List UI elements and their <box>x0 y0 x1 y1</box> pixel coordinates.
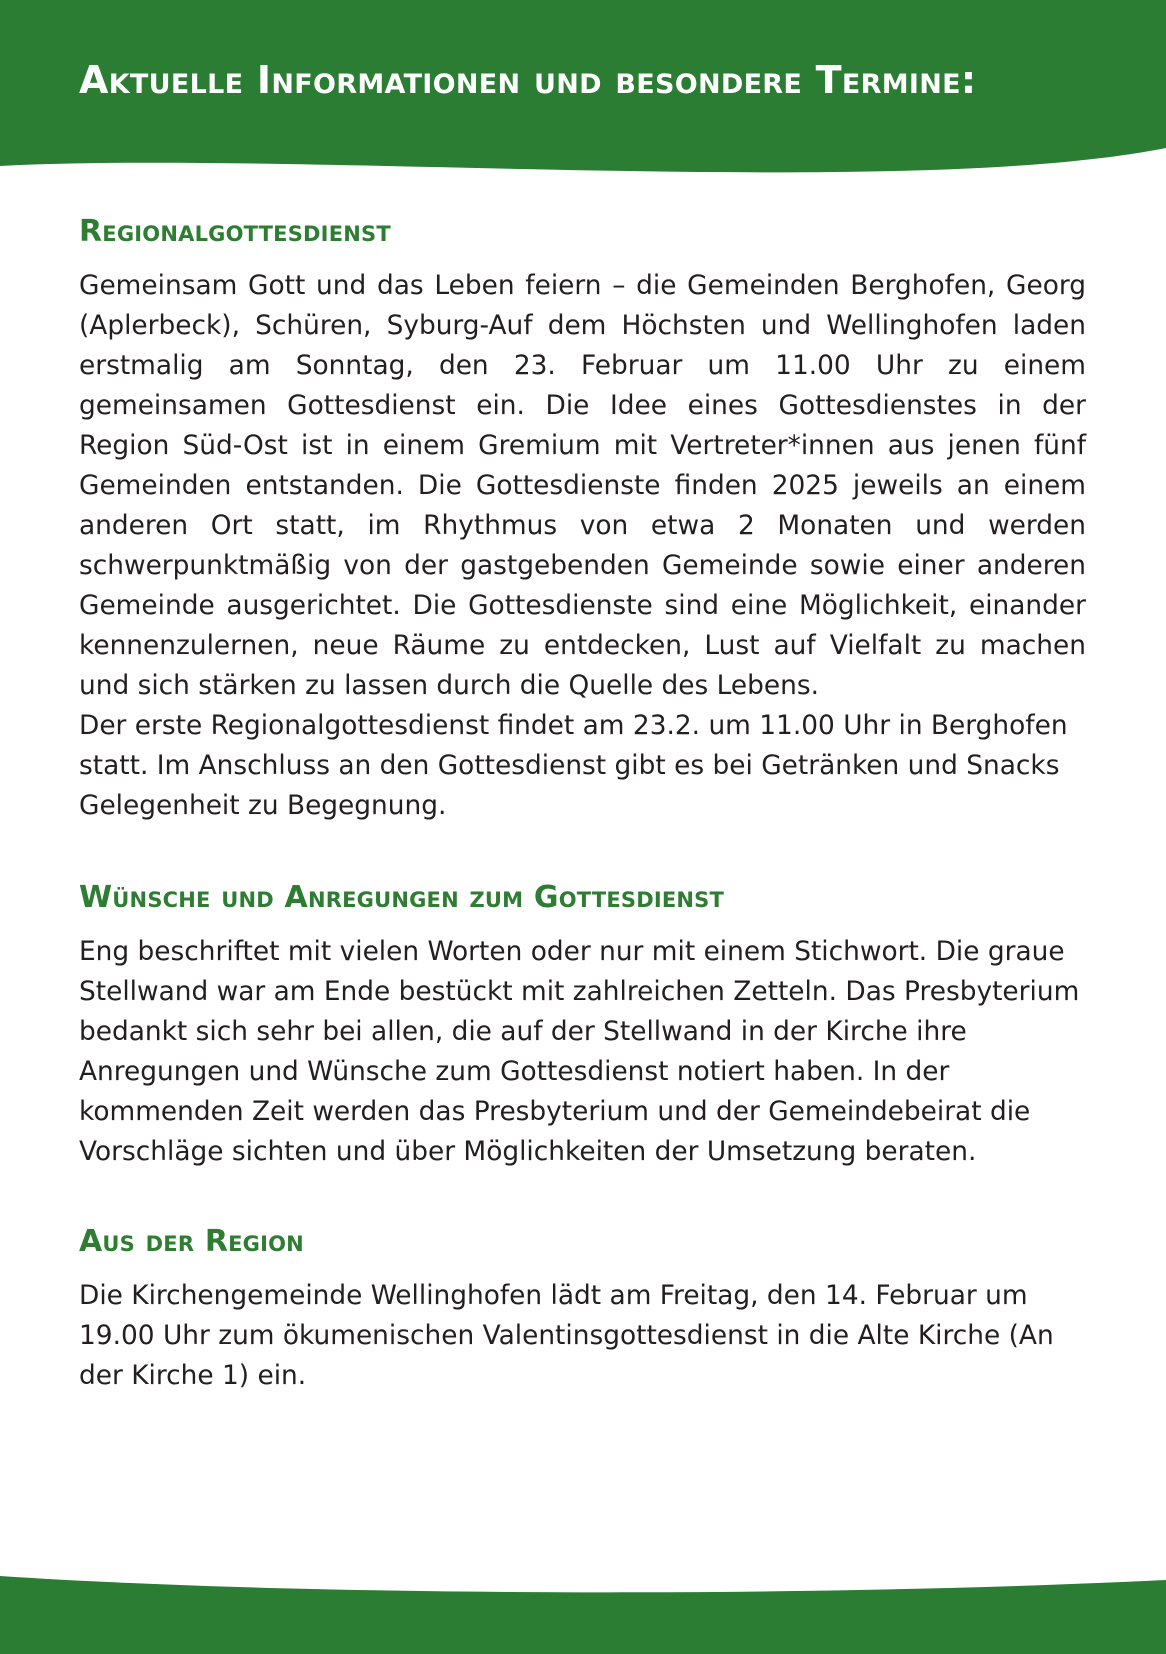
section-paragraph: Eng beschriftet mit vielen Worten oder nur mit einem Stichwort. Die graue Stellwand war am Ende bestückt mit zahlreichen Zetteln. Das Presbyterium bedankt sich sehr bei allen, die auf der Stellwand in der Kirche ihre Anregungen und Wünsche zum Gottesdienst notiert haben. In der kommenden Zeit werden das Presbyterium und der Gemeindebeirat die Vorschläge sichten und über Möglichkeiten der Umsetzung beraten. <box>79 936 1080 1167</box>
section-aus-der-region <box>79 1220 1086 1396</box>
section-heading: Aus der Region <box>79 1224 304 1259</box>
section-heading: Wünsche und Anregungen zum Gottesdienst <box>79 880 725 915</box>
page-title: Aktuelle Informationen und besondere Termine: <box>79 58 977 102</box>
section-regionalgottesdienst <box>79 210 1086 826</box>
footer-wave-shape <box>0 1554 1166 1654</box>
section-paragraph: Der erste Regionalgottesdienst findet am 23.2. um 11.00 Uhr in Berghofen statt. Im Anschluss an den Gottesdienst gibt es bei Getränken und Snacks Gelegenheit zu Begegnung. <box>79 710 1068 821</box>
section-wuensche-anregungen <box>79 876 1086 1172</box>
section-paragraph: Die Kirchengemeinde Wellinghofen lädt am Freitag, den 14. Februar um 19.00 Uhr zum ökumenischen Valentinsgottesdienst in die Alte Kirche (An der Kirche 1) ein. <box>79 1280 1054 1391</box>
section-paragraph: Gemeinsam Gott und das Leben feiern – die Gemeinden Berghofen, Georg (Aplerbeck), Schüren, Syburg-Auf dem Höchsten und Wellinghofen laden erstmalig am Sonntag, den 23. Februar um 11.00 Uhr zu einem gemeinsamen Gottesdienst ein. Die Idee eines Gottesdienstes in der Region Süd-Ost ist in einem Gremium mit Vertreter*innen aus jenen fünf Gemeinden entstanden. Die Gottesdienste finden 2025 jeweils an einem anderen Ort statt, im Rhythmus von etwa 2 Monaten und werden schwerpunktmäßig von der gastgebenden Gemeinde sowie einer anderen Gemeinde ausgerichtet. Die Gottesdienste sind eine Möglichkeit, einander kennenzulernen, neue Räume zu entdecken, Lust auf Vielfalt zu machen und sich stärken zu lassen durch die Quelle des Lebens. <box>79 270 1086 701</box>
footer-band <box>0 1554 1166 1654</box>
article-content <box>79 210 1086 1396</box>
section-heading: Regionalgottesdienst <box>79 214 391 249</box>
